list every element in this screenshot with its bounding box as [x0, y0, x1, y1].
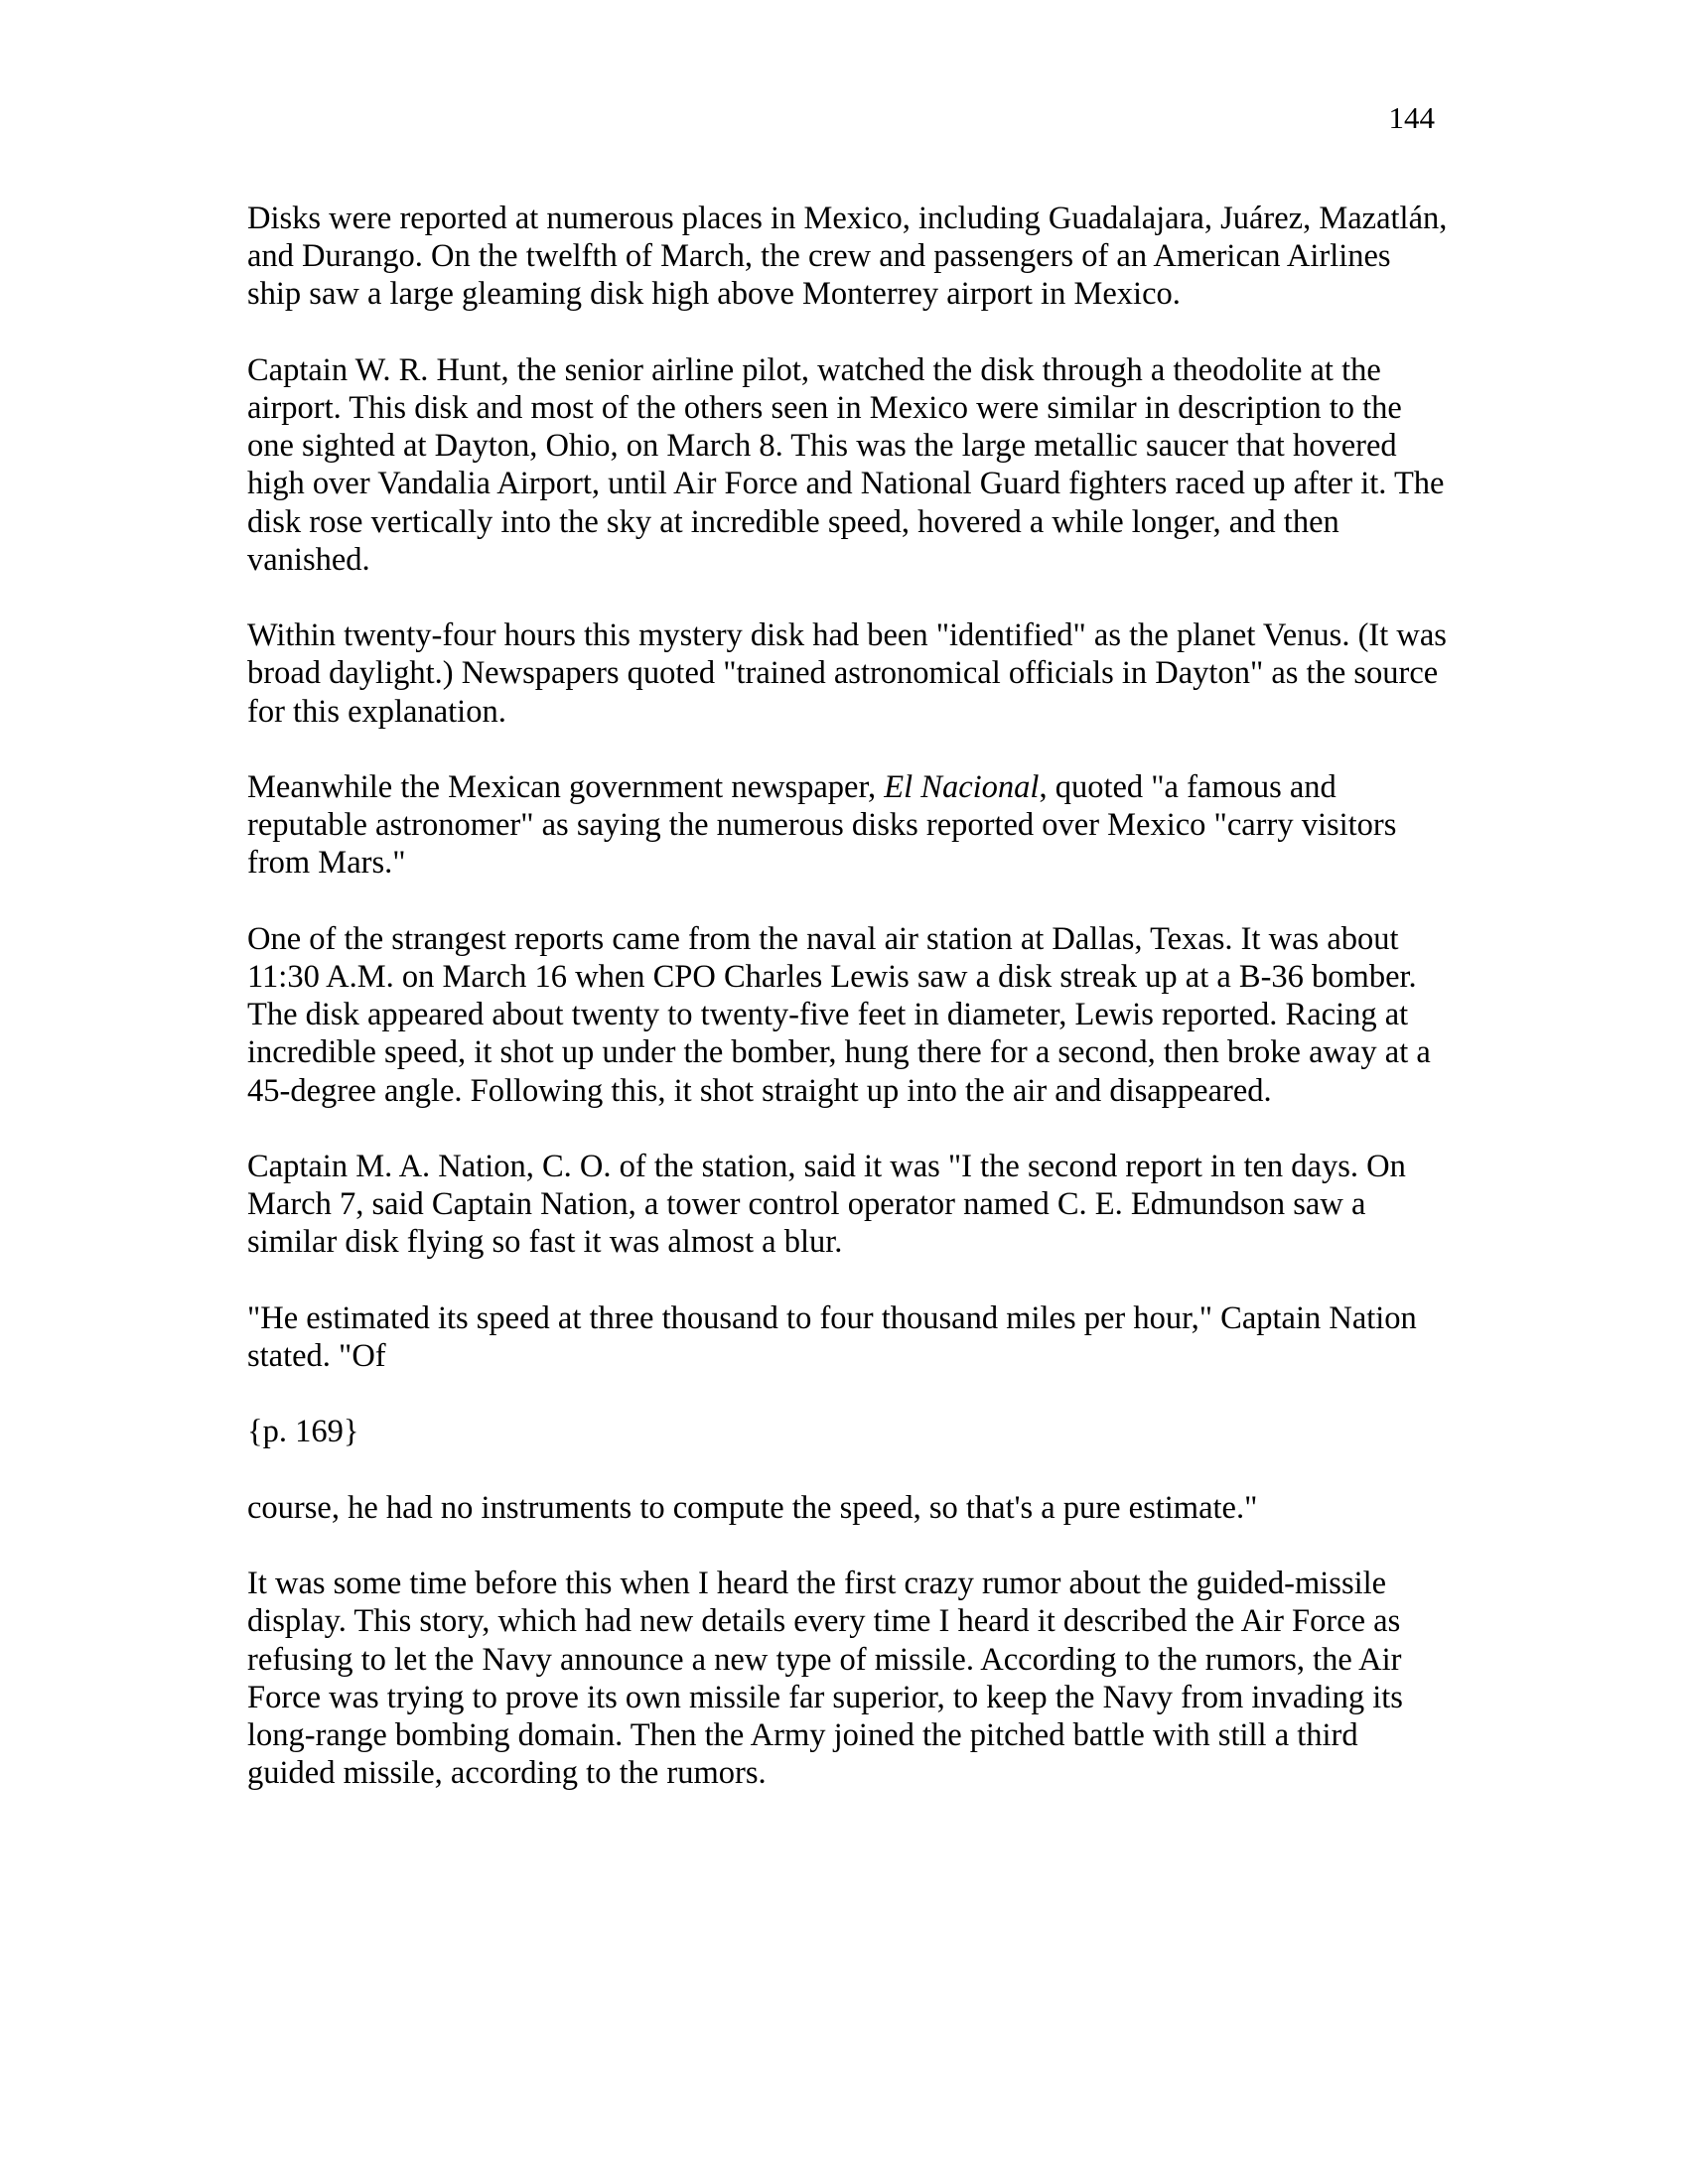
el-nacional-text-after: , quoted "a famous and reputable astronomer" as saying the numerous disks reported over Mexico "carry visitors from Mars." [247, 769, 1397, 882]
page-marker: {p. 169} [247, 1414, 359, 1450]
body-text [247, 200, 1449, 1792]
paragraph-captain-nation: Captain M. A. Nation, C. O. of the station, said it was "I the second report in ten days. On March 7, said Captain Nation, a tower control operator named C. E. Edmundson saw a similar disk flying so fast it was almost a blur. [247, 1149, 1406, 1261]
paragraph-guided-missile-rumor: It was some time before this when I heard the first crazy rumor about the guided-missile display. This story, which had new details every time I heard it described the Air Force as refusing to let the Navy announce a new type of missile. According to the rumors, the Air Force was trying to prove its own missile far superior, to keep the Navy from invading its long-range bombing domain. Then the Army joined the pitched battle with still a third guided missile, according to the rumors. [247, 1566, 1403, 1792]
el-nacional-text-before: Meanwhile the Mexican government newspaper, [247, 769, 885, 805]
paragraph-speed-continued: course, he had no instruments to compute the speed, so that's a pure estimate." [247, 1489, 1258, 1526]
paragraph-mexico-disks: Disks were reported at numerous places in Mexico, including Guadalajara, Juárez, Mazatlán, and Durango. On the twelfth of March, the crew and passengers of an American Airlines ship saw a large gleaming disk high above Monterrey airport in Mexico. [247, 201, 1448, 313]
paragraph-captain-hunt: Captain W. R. Hunt, the senior airline pilot, watched the disk through a theodolite at the airport. This disk and most of the others seen in Mexico were similar in description to the one sighted at Dayton, Ohio, on March 8. This was the large metallic saucer that hovered high over Vandalia Airport, until Air Force and National Guard fighters raced up after it. The disk rose vertically into the sky at incredible speed, hovered a while longer, and then vanished. [247, 351, 1445, 578]
newspaper-title: El Nacional [884, 769, 1040, 805]
paragraph-dallas-report: One of the strangest reports came from the naval air station at Dallas, Texas. It was about 11:30 A.M. on March 16 when CPO Charles Lewis saw a disk streak up at a B-36 bomber. The disk appeared about twenty to twenty-five feet in diameter, Lewis reported. Racing at incredible speed, it shot up under the bomber, hung there for a second, then broke away at a 45-degree angle. Following this, it shot straight up into the air and disappeared. [247, 920, 1431, 1109]
paragraph-speed-estimate: "He estimated its speed at three thousand to four thousand miles per hour," Captain Nation stated. "Of [247, 1299, 1417, 1374]
paragraph-el-nacional [247, 768, 1449, 883]
paragraph-venus-explanation: Within twenty-four hours this mystery disk had been "identified" as the planet Venus. (It was broad daylight.) Newspapers quoted "trained astronomical officials in Dayton" as the source for this explanation. [247, 617, 1447, 730]
page-number: 144 [1388, 100, 1435, 135]
